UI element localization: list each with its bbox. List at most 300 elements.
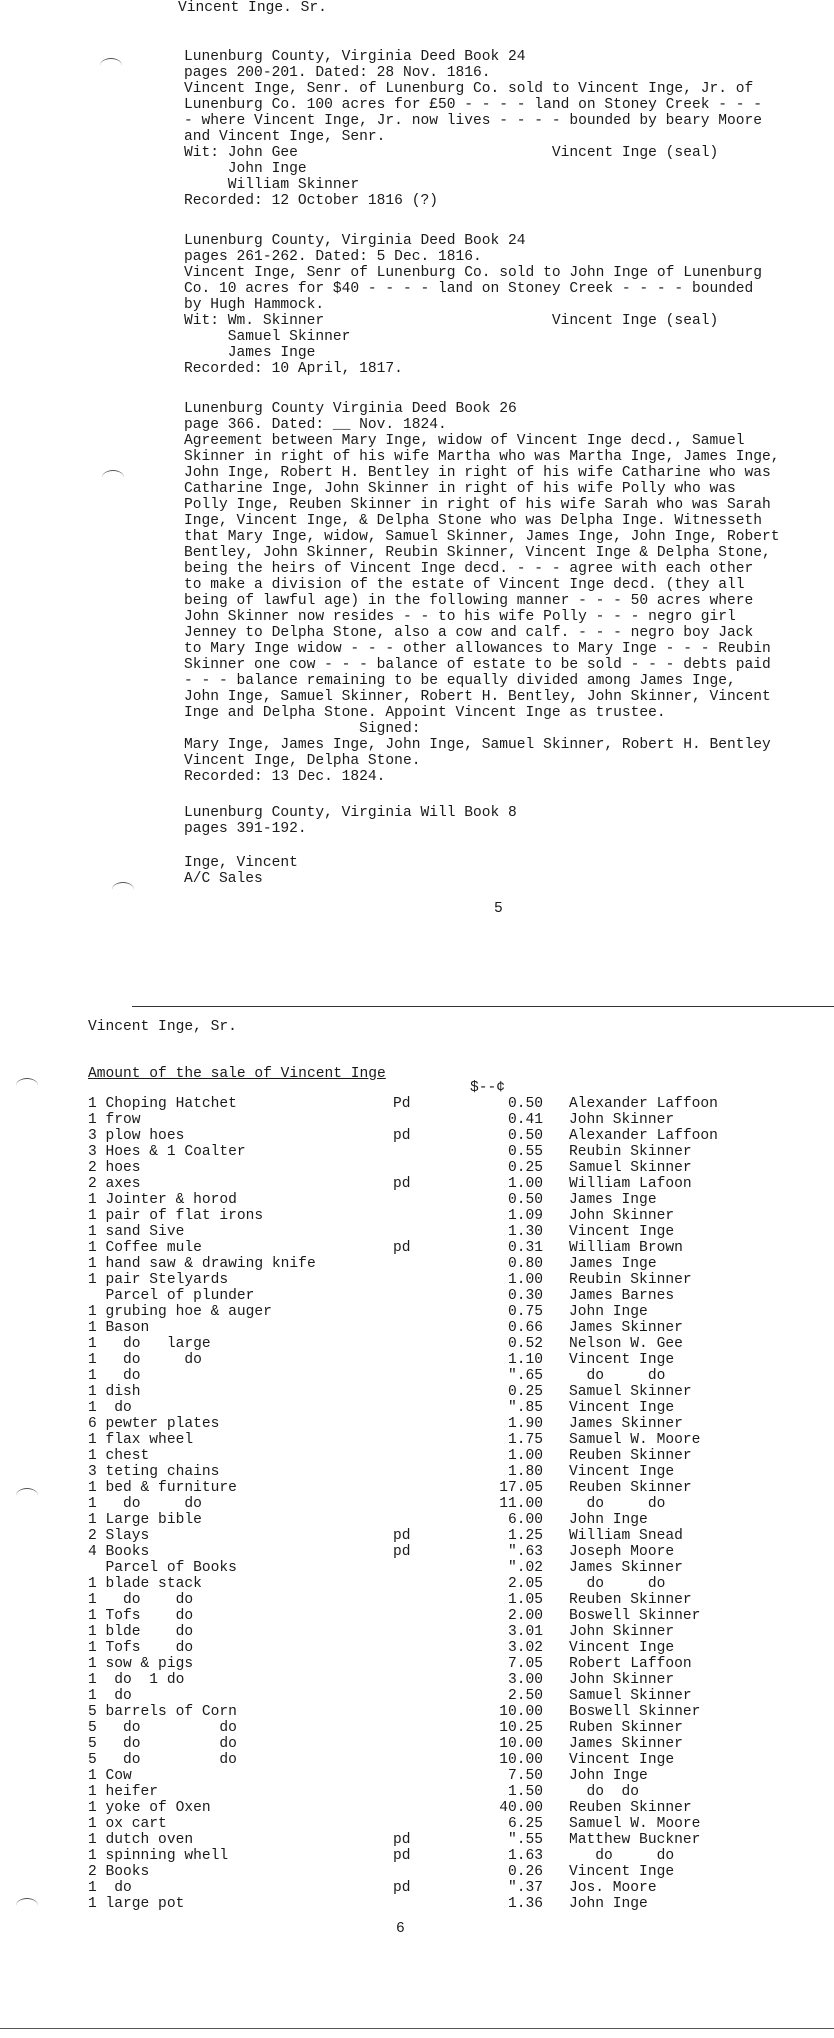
sale-amount: 1.36	[507, 1896, 543, 1912]
spacer	[543, 1192, 569, 1208]
paid-mark	[393, 1464, 475, 1480]
sale-amount: 40.00	[499, 1800, 543, 1816]
entry-line: to make a division of the estate of Vincent Inge decd. (they all	[184, 577, 745, 593]
paid-mark	[393, 1608, 475, 1624]
page-number: 6	[396, 1921, 405, 1937]
sale-item: 2 hoes	[88, 1160, 141, 1176]
entry-line: John Inge	[184, 161, 307, 177]
sale-amount: 1.00	[507, 1176, 543, 1192]
sale-amount: 6.25	[507, 1816, 543, 1832]
table-row	[88, 1320, 769, 1336]
spacer	[543, 1336, 569, 1352]
table-row	[88, 1624, 769, 1640]
table-row	[88, 1432, 769, 1448]
buyer-name: Nelson W. Gee	[569, 1336, 683, 1352]
buyer-name: Reubin Skinner	[569, 1144, 692, 1160]
page-divider	[132, 1006, 834, 1007]
page-header: Vincent Inge, Sr.	[88, 1019, 237, 1035]
spacer	[543, 1752, 569, 1768]
spacer	[543, 1576, 569, 1592]
paid-mark	[393, 1736, 475, 1752]
table-row	[88, 1352, 769, 1368]
spacer	[543, 1240, 569, 1256]
spacer	[543, 1448, 569, 1464]
page-bottom-rule	[0, 2028, 834, 2029]
buyer-name: Boswell Skinner	[569, 1704, 701, 1720]
spacer	[543, 1848, 569, 1864]
table-row	[88, 1816, 769, 1832]
sale-item: 5 do do	[88, 1736, 237, 1752]
paid-mark	[393, 1112, 475, 1128]
entry-line: Co. 10 acres for $40 - - - - land on Stoney Creek - - - - bounded	[184, 281, 754, 297]
entry-line: John Inge, Samuel Skinner, Robert H. Bentley, John Skinner, Vincent	[184, 689, 771, 705]
sale-amount: 0.66	[507, 1320, 543, 1336]
paid-mark	[393, 1704, 475, 1720]
paid-mark: Pd	[393, 1096, 411, 1112]
entry-line: - - - balance remaining to be equally divided among James Inge,	[184, 673, 736, 689]
paid-mark	[393, 1288, 475, 1304]
sale-amount: 0.55	[507, 1144, 543, 1160]
buyer-name: John Inge	[569, 1512, 648, 1528]
sale-amount: 0.31	[507, 1240, 543, 1256]
buyer-name: John Inge	[569, 1768, 648, 1784]
sale-item: 1 sow & pigs	[88, 1656, 194, 1672]
table-row	[88, 1800, 769, 1816]
sale-amount: ".65	[507, 1368, 543, 1384]
paid-mark	[393, 1160, 475, 1176]
buyer-name: William Brown	[569, 1240, 683, 1256]
table-row	[88, 1224, 769, 1240]
table-row	[88, 1576, 769, 1592]
spacer	[543, 1704, 569, 1720]
paid-mark	[393, 1720, 475, 1736]
spacer	[543, 1384, 569, 1400]
table-row	[88, 1256, 769, 1272]
table-row	[88, 1208, 769, 1224]
deed-entry-3	[184, 401, 834, 785]
buyer-name: Alexander Laffoon	[569, 1128, 718, 1144]
sale-item: 1 do	[88, 1688, 132, 1704]
table-row	[88, 1848, 769, 1864]
paid-mark	[393, 1512, 475, 1528]
table-row	[88, 1288, 769, 1304]
entry-line: Polly Inge, Reuben Skinner in right of his wife Sarah who was Sarah	[184, 497, 771, 513]
deed-entry-2	[184, 233, 834, 377]
table-row	[88, 1128, 769, 1144]
table-row	[88, 1672, 769, 1688]
sale-item: 1 yoke of Oxen	[88, 1800, 211, 1816]
sale-item: 1 Jointer & horod	[88, 1192, 237, 1208]
punch-hole	[16, 1078, 38, 1093]
table-row	[88, 1608, 769, 1624]
paid-mark	[393, 1192, 475, 1208]
table-row	[88, 1736, 769, 1752]
table-row	[88, 1192, 769, 1208]
spacer	[543, 1544, 569, 1560]
sale-amount: 6.00	[507, 1512, 543, 1528]
buyer-name: William Lafoon	[569, 1176, 692, 1192]
sale-item: 1 grubing hoe & auger	[88, 1304, 272, 1320]
sale-item: 1 do	[88, 1400, 132, 1416]
entry-line: Catharine Inge, John Skinner in right of his wife Polly who was	[184, 481, 736, 497]
sale-amount: 0.25	[507, 1384, 543, 1400]
buyer-name: James Inge	[569, 1192, 657, 1208]
entry-line: - where Vincent Inge, Jr. now lives - - - - bounded by beary Moore	[184, 113, 763, 129]
paid-mark	[393, 1384, 475, 1400]
table-row	[88, 1384, 769, 1400]
sale-amount: 2.05	[507, 1576, 543, 1592]
sale-amount: 7.50	[507, 1768, 543, 1784]
sale-item: 1 Tofs do	[88, 1640, 194, 1656]
table-row	[88, 1368, 769, 1384]
sale-item: 1 heifer	[88, 1784, 159, 1800]
spacer	[543, 1224, 569, 1240]
sale-amount: 10.00	[499, 1704, 543, 1720]
sale-amount: 1.30	[507, 1224, 543, 1240]
table-row	[88, 1512, 769, 1528]
sale-amount: 1.75	[507, 1432, 543, 1448]
spacer	[543, 1480, 569, 1496]
table-row	[88, 1336, 769, 1352]
amount-unit-header: $--¢	[470, 1080, 506, 1096]
table-row	[88, 1480, 769, 1496]
entry-line: by Hugh Hammock.	[184, 297, 325, 313]
paid-mark	[393, 1304, 475, 1320]
sale-amount: 1.80	[507, 1464, 543, 1480]
sale-item: 1 Choping Hatchet	[88, 1096, 237, 1112]
entry-line: Recorded: 13 Dec. 1824.	[184, 769, 386, 785]
sale-amount: 10.25	[499, 1720, 543, 1736]
buyer-name: Ruben Skinner	[569, 1720, 683, 1736]
paid-mark	[393, 1416, 475, 1432]
table-row	[88, 1160, 769, 1176]
sale-item: 1 Cow	[88, 1768, 132, 1784]
entry-line: Skinner in right of his wife Martha who was Martha Inge, James Inge,	[184, 449, 780, 465]
entry-line: William Skinner	[184, 177, 360, 193]
sale-amount: 0.50	[507, 1192, 543, 1208]
sale-amount: 1.50	[507, 1784, 543, 1800]
spacer	[543, 1368, 569, 1384]
sale-item: 1 Bason	[88, 1320, 150, 1336]
sale-amount: 1.00	[507, 1448, 543, 1464]
buyer-name: James Skinner	[569, 1736, 683, 1752]
sale-item: 1 Tofs do	[88, 1608, 194, 1624]
sale-item: 3 teting chains	[88, 1464, 220, 1480]
spacer	[543, 1864, 569, 1880]
spacer	[543, 1160, 569, 1176]
sale-amount: 1.63	[507, 1848, 543, 1864]
entry-line: Mary Inge, James Inge, John Inge, Samuel Skinner, Robert H. Bentley	[184, 737, 771, 753]
paid-mark	[393, 1256, 475, 1272]
sale-item: 5 barrels of Corn	[88, 1704, 237, 1720]
buyer-name: do do	[569, 1784, 640, 1800]
entry-line: Vincent Inge, Senr of Lunenburg Co. sold to John Inge of Lunenburg	[184, 265, 763, 281]
entry-line: Lunenburg County Virginia Deed Book 26	[184, 401, 517, 417]
paid-mark	[393, 1368, 475, 1384]
table-row	[88, 1464, 769, 1480]
sale-item: 5 do do	[88, 1720, 237, 1736]
entry-line: Recorded: 12 October 1816 (?)	[184, 193, 438, 209]
buyer-name: Vincent Inge	[569, 1224, 675, 1240]
buyer-name: Reubin Skinner	[569, 1272, 692, 1288]
sale-item: 1 blde do	[88, 1624, 194, 1640]
sale-amount: 2.00	[507, 1608, 543, 1624]
buyer-name: Matthew Buckner	[569, 1832, 701, 1848]
table-row	[88, 1720, 769, 1736]
buyer-name: Samuel Skinner	[569, 1688, 692, 1704]
buyer-name: Vincent Inge	[569, 1752, 675, 1768]
paid-mark: pd	[393, 1544, 411, 1560]
sale-item: 1 ox cart	[88, 1816, 167, 1832]
sale-item: 1 blade stack	[88, 1576, 202, 1592]
sale-item: 1 Coffee mule	[88, 1240, 202, 1256]
buyer-name: Samuel W. Moore	[569, 1432, 701, 1448]
spacer	[543, 1720, 569, 1736]
paid-mark: pd	[393, 1528, 411, 1544]
buyer-name: James Barnes	[569, 1288, 675, 1304]
sale-amount: ".55	[507, 1832, 543, 1848]
sale-item: 2 axes	[88, 1176, 141, 1192]
buyer-name: James Inge	[569, 1256, 657, 1272]
sale-item: 2 Books	[88, 1864, 150, 1880]
table-row	[88, 1240, 769, 1256]
punch-hole	[102, 470, 124, 485]
entry-line: Agreement between Mary Inge, widow of Vincent Inge decd., Samuel	[184, 433, 745, 449]
table-row	[88, 1704, 769, 1720]
table-row	[88, 1656, 769, 1672]
sale-amount: 17.05	[499, 1480, 543, 1496]
spacer	[543, 1560, 569, 1576]
paid-mark	[393, 1896, 475, 1912]
paid-mark	[393, 1592, 475, 1608]
spacer	[543, 1896, 569, 1912]
paid-mark	[393, 1208, 475, 1224]
sale-item: 1 dish	[88, 1384, 141, 1400]
entry-line: Lunenburg Co. 100 acres for £50 - - - - land on Stoney Creek - - -	[184, 97, 763, 113]
sale-amount: 1.09	[507, 1208, 543, 1224]
table-row	[88, 1096, 769, 1112]
sale-amount: 11.00	[499, 1496, 543, 1512]
entry-line: Inge, Vincent Inge, & Delpha Stone who was Delpha Inge. Witnesseth	[184, 513, 763, 529]
table-row	[88, 1528, 769, 1544]
sale-item: 1 do 1 do	[88, 1672, 185, 1688]
buyer-name: do do	[569, 1576, 666, 1592]
spacer	[543, 1816, 569, 1832]
spacer	[543, 1464, 569, 1480]
buyer-name: Joseph Moore	[569, 1544, 675, 1560]
deed-entry-1	[184, 49, 834, 209]
punch-hole	[16, 1898, 38, 1913]
sale-item: 1 do do	[88, 1352, 202, 1368]
paid-mark	[393, 1864, 475, 1880]
sale-item: 1 hand saw & drawing knife	[88, 1256, 316, 1272]
spacer	[543, 1400, 569, 1416]
table-row	[88, 1864, 769, 1880]
page-header: Vincent Inge. Sr.	[178, 0, 327, 16]
sale-amount: ".63	[507, 1544, 543, 1560]
sale-amount: 0.52	[507, 1336, 543, 1352]
sale-amount: 1.25	[507, 1528, 543, 1544]
buyer-name: William Snead	[569, 1528, 683, 1544]
sale-item: 1 chest	[88, 1448, 150, 1464]
paid-mark	[393, 1624, 475, 1640]
paid-mark	[393, 1496, 475, 1512]
buyer-name: John Skinner	[569, 1672, 675, 1688]
sale-amount: 7.05	[507, 1656, 543, 1672]
sale-amount: 10.00	[499, 1752, 543, 1768]
sale-amount: ".02	[507, 1560, 543, 1576]
sale-item: 1 do	[88, 1368, 141, 1384]
entry-line: Jenney to Delpha Stone, also a cow and calf. - - - negro boy Jack	[184, 625, 754, 641]
sale-amount: ".85	[507, 1400, 543, 1416]
sale-amount: 3.02	[507, 1640, 543, 1656]
sale-amount: 1.10	[507, 1352, 543, 1368]
entry-line: Lunenburg County, Virginia Will Book 8	[184, 805, 517, 821]
paid-mark	[393, 1800, 475, 1816]
buyer-name: Jos. Moore	[569, 1880, 657, 1896]
entry-line: Bentley, John Skinner, Reubin Skinner, Vincent Inge & Delpha Stone,	[184, 545, 771, 561]
entry-line: pages 391-192.	[184, 821, 307, 837]
table-row	[88, 1400, 769, 1416]
buyer-name: Reuben Skinner	[569, 1480, 692, 1496]
sale-amount: 3.01	[507, 1624, 543, 1640]
punch-hole	[100, 58, 122, 73]
table-row	[88, 1640, 769, 1656]
buyer-name: Vincent Inge	[569, 1640, 675, 1656]
entry-line: Signed:	[184, 721, 421, 737]
buyer-name: John Inge	[569, 1304, 648, 1320]
entry-line: being of lawful age) in the following manner - - - 50 acres where	[184, 593, 754, 609]
account-of-sales-entry	[184, 855, 834, 887]
table-row	[88, 1144, 769, 1160]
buyer-name: James Skinner	[569, 1560, 683, 1576]
spacer	[543, 1432, 569, 1448]
entry-line: Recorded: 10 April, 1817.	[184, 361, 403, 377]
paid-mark: pd	[393, 1128, 411, 1144]
sale-amount: 3.00	[507, 1672, 543, 1688]
buyer-name: Samuel W. Moore	[569, 1816, 701, 1832]
paid-mark	[393, 1272, 475, 1288]
spacer	[543, 1832, 569, 1848]
paid-mark	[393, 1320, 475, 1336]
sale-amount: 1.00	[507, 1272, 543, 1288]
table-row	[88, 1112, 769, 1128]
spacer	[543, 1144, 569, 1160]
sale-amount: 0.41	[507, 1112, 543, 1128]
punch-hole	[112, 882, 134, 897]
entry-line: being the heirs of Vincent Inge decd. - - - agree with each other	[184, 561, 754, 577]
spacer	[543, 1304, 569, 1320]
sale-amount: 2.50	[507, 1688, 543, 1704]
table-row	[88, 1688, 769, 1704]
paid-mark	[393, 1560, 475, 1576]
paid-mark	[393, 1432, 475, 1448]
table-row	[88, 1176, 769, 1192]
spacer	[543, 1736, 569, 1752]
entry-line: Vincent Inge, Senr. of Lunenburg Co. sold to Vincent Inge, Jr. of	[184, 81, 754, 97]
entry-line: pages 261-262. Dated: 5 Dec. 1816.	[184, 249, 482, 265]
sale-amount: 0.30	[507, 1288, 543, 1304]
paid-mark: pd	[393, 1176, 411, 1192]
spacer	[543, 1800, 569, 1816]
spacer	[543, 1272, 569, 1288]
sale-table	[88, 1096, 769, 1912]
table-row	[88, 1832, 769, 1848]
spacer	[543, 1512, 569, 1528]
buyer-name: Samuel Skinner	[569, 1160, 692, 1176]
sale-item: 1 spinning whell	[88, 1848, 229, 1864]
entry-line: page 366. Dated: __ Nov. 1824.	[184, 417, 447, 433]
spacer	[543, 1624, 569, 1640]
buyer-name: Boswell Skinner	[569, 1608, 701, 1624]
buyer-name: do do	[569, 1848, 675, 1864]
buyer-name: Vincent Inge	[569, 1352, 675, 1368]
paid-mark	[393, 1352, 475, 1368]
paid-mark	[393, 1576, 475, 1592]
spacer	[543, 1112, 569, 1128]
sale-amount: 0.50	[507, 1128, 543, 1144]
buyer-name: Vincent Inge	[569, 1464, 675, 1480]
buyer-name: Alexander Laffoon	[569, 1096, 718, 1112]
buyer-name: Robert Laffoon	[569, 1656, 692, 1672]
sale-table-body	[88, 1096, 769, 1912]
entry-line: Vincent Inge, Delpha Stone.	[184, 753, 421, 769]
table-row	[88, 1560, 769, 1576]
spacer	[543, 1608, 569, 1624]
sale-item: 1 do do	[88, 1496, 202, 1512]
buyer-name: Vincent Inge	[569, 1864, 675, 1880]
table-row	[88, 1784, 769, 1800]
paid-mark: pd	[393, 1848, 411, 1864]
paid-mark: pd	[393, 1880, 411, 1896]
sale-item: 5 do do	[88, 1752, 237, 1768]
buyer-name: John Skinner	[569, 1112, 675, 1128]
paid-mark	[393, 1448, 475, 1464]
paid-mark	[393, 1816, 475, 1832]
spacer	[543, 1208, 569, 1224]
buyer-name: Reuben Skinner	[569, 1448, 692, 1464]
spacer	[543, 1640, 569, 1656]
paid-mark	[393, 1336, 475, 1352]
paid-mark	[393, 1480, 475, 1496]
sale-item: 4 Books	[88, 1544, 150, 1560]
sale-heading: Amount of the sale of Vincent Inge	[88, 1066, 386, 1082]
entry-line: A/C Sales	[184, 871, 263, 887]
buyer-name: do do	[569, 1496, 666, 1512]
paid-mark	[393, 1224, 475, 1240]
sale-item: 6 pewter plates	[88, 1416, 220, 1432]
punch-hole	[16, 1488, 38, 1503]
buyer-name: Samuel Skinner	[569, 1384, 692, 1400]
sale-item: 1 do	[88, 1880, 132, 1896]
paid-mark: pd	[393, 1240, 411, 1256]
spacer	[543, 1496, 569, 1512]
paid-mark	[393, 1656, 475, 1672]
sale-item: Parcel of plunder	[88, 1288, 255, 1304]
sale-amount: 0.75	[507, 1304, 543, 1320]
buyer-name: James Skinner	[569, 1320, 683, 1336]
paid-mark	[393, 1640, 475, 1656]
sale-item: 3 plow hoes	[88, 1128, 185, 1144]
entry-line: Inge and Delpha Stone. Appoint Vincent Inge as trustee.	[184, 705, 666, 721]
page-number: 5	[494, 901, 503, 917]
entry-line: Lunenburg County, Virginia Deed Book 24	[184, 49, 526, 65]
table-row	[88, 1496, 769, 1512]
sale-item: 1 bed & furniture	[88, 1480, 237, 1496]
spacer	[543, 1320, 569, 1336]
entry-line: pages 200-201. Dated: 28 Nov. 1816.	[184, 65, 491, 81]
sale-amount: ".37	[507, 1880, 543, 1896]
